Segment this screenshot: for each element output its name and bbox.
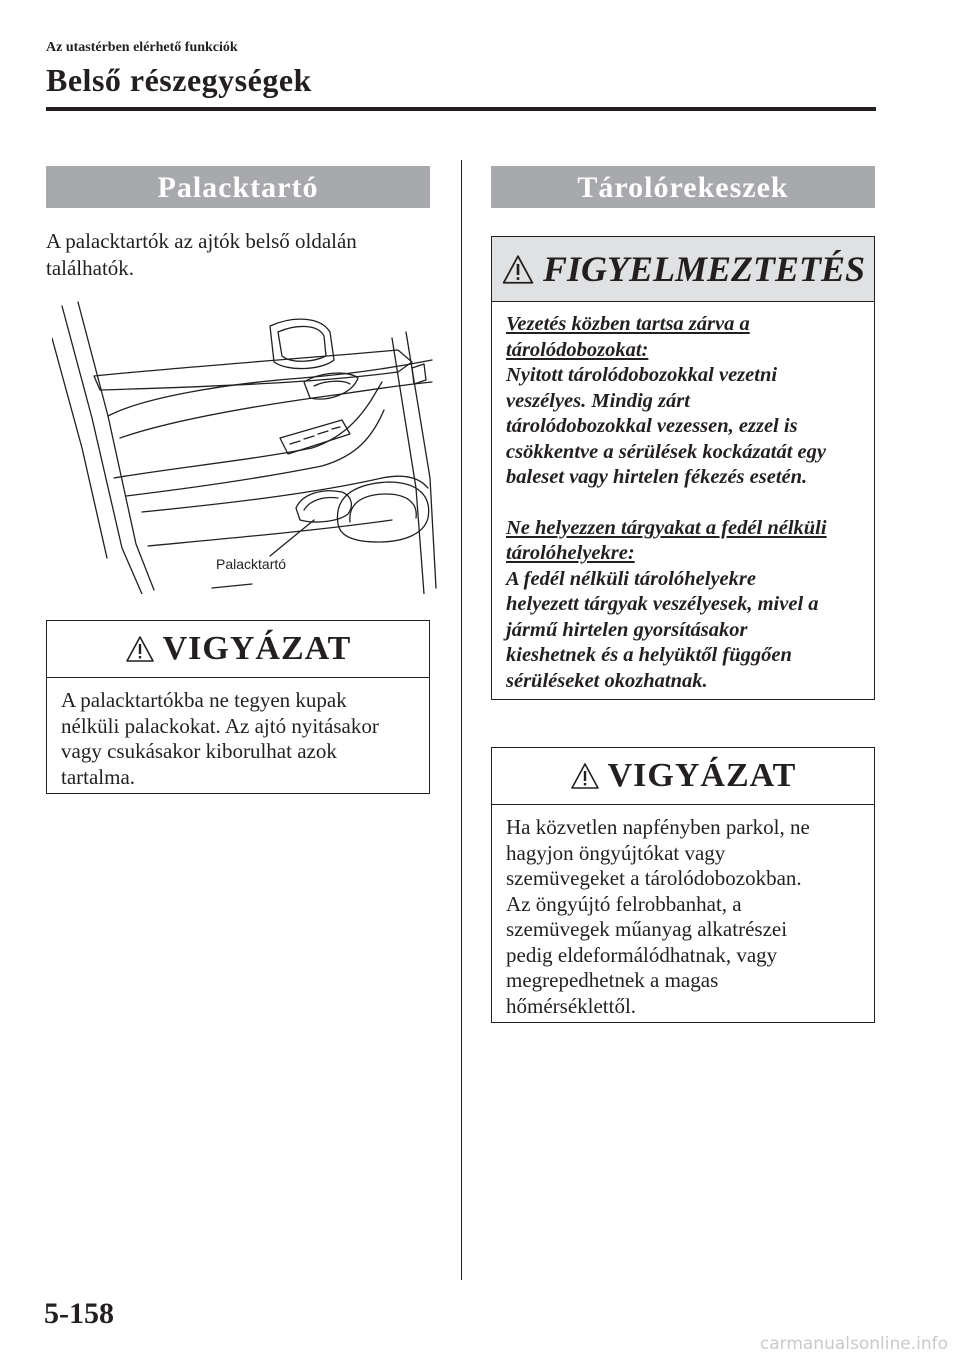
warning-subheading: Vezetés közben tartsa zárva a <box>506 313 750 335</box>
door-panel-line <box>148 520 392 546</box>
warning-subheading: Ne helyezzen tárgyakat a fedél nélküli <box>506 516 827 539</box>
caution-title: VIGYÁZAT <box>607 757 797 794</box>
bottle-holder-shape <box>296 491 351 522</box>
door-bottle-holder-illustration <box>52 298 438 594</box>
caution-line: pedig eldeformálódhatnak, vagy <box>506 942 778 967</box>
warning-line: csökkentve a sérülések kockázatát egy <box>506 440 826 463</box>
warning-line: jármű hirtelen gyorsításakor <box>506 618 748 641</box>
bottle-holder-shape <box>304 498 338 511</box>
window-switch-panel <box>280 420 350 454</box>
intro-line: A palacktartók az ajtók belső oldalán <box>46 229 357 253</box>
warning-line: helyezett tárgyak veszélyesek, mivel a <box>506 593 819 615</box>
upper-trim <box>94 350 412 390</box>
intro-line: találhatók. <box>46 256 135 280</box>
paragraph-gap <box>506 491 860 516</box>
warning-subheading: tárolódobozokat: <box>506 338 649 361</box>
warning-header <box>492 237 874 302</box>
door-sill-line <box>212 584 252 588</box>
caution-line: Az öngyújtó felrobbanhat, a <box>506 891 742 916</box>
warning-line: Nyitott tárolódobozokkal vezetni <box>506 364 778 386</box>
speaker-pocket <box>350 494 416 522</box>
warning-triangle-icon <box>125 635 155 663</box>
warning-text <box>492 302 874 694</box>
door-handle <box>314 381 350 386</box>
figure-label-bottle-holder: Palacktartó <box>216 556 287 572</box>
warning-subheading: tárolóhelyekre: <box>506 542 635 564</box>
callout-leader-line <box>270 520 314 556</box>
caution-line: szemüvegek műanyag alkatrészei <box>506 917 788 941</box>
caution-line: hőmérséklettől. <box>506 993 637 1018</box>
caution-line: vagy csukásakor kiborulhat azok <box>61 739 337 763</box>
intro-text <box>46 228 430 282</box>
door-edge-line <box>392 338 424 594</box>
header-divider <box>46 107 876 111</box>
caution-text <box>47 678 429 790</box>
warning-title: FIGYELMEZTETÉS <box>542 249 866 289</box>
warning-box-storage <box>491 236 875 700</box>
caution-line: nélküli palackokat. Az ajtó nyitásakor <box>61 713 379 738</box>
caution-box-bottle-holder <box>46 620 430 794</box>
caution-text <box>492 805 874 1019</box>
caution-header <box>47 621 429 678</box>
footer-watermark-url[interactable]: carmanualsonline.info <box>759 1334 948 1354</box>
armrest-line <box>126 410 384 496</box>
section-header-bottle-holder: Palacktartó <box>46 166 430 208</box>
warning-line: kieshetnek és a helyüktől függően <box>506 644 792 666</box>
door-frame-line <box>62 306 142 594</box>
warning-line: veszélyes. Mindig zárt <box>506 389 690 412</box>
warning-line: tárolódobozokkal vezessen, ezzel is <box>506 415 798 437</box>
armrest-line <box>114 382 382 478</box>
door-top-line <box>120 382 432 438</box>
door-frame-line <box>78 302 154 590</box>
warning-line: sérüléseket okozhatnak. <box>506 669 708 692</box>
caution-header <box>492 748 874 805</box>
caution-line: Ha közvetlen napfényben parkol, ne <box>506 815 810 839</box>
warning-line: baleset vagy hirtelen fékezés esetén. <box>506 466 808 488</box>
caution-line: A palacktartókba ne tegyen kupak <box>61 688 347 712</box>
caution-line: hagyjon öngyújtókat vagy <box>506 840 726 865</box>
section-header-storage: Tárolórekeszek <box>491 166 875 208</box>
page-number: 5-158 <box>44 1297 114 1330</box>
window-switches <box>290 427 340 444</box>
page-title: Belső részegységek <box>46 62 312 98</box>
caution-title: VIGYÁZAT <box>162 630 352 667</box>
caution-line: szemüvegeket a tárolódobozokban. <box>506 866 802 890</box>
door-latch <box>412 364 426 384</box>
warning-line: A fedél nélküli tárolóhelyekre <box>506 567 756 590</box>
warning-triangle-icon <box>501 254 535 285</box>
warning-triangle-icon <box>570 762 600 790</box>
caution-box-storage <box>491 747 875 1023</box>
column-divider <box>461 160 462 1280</box>
caution-line: megrepedhetnek a magas <box>506 968 719 992</box>
breadcrumb: Az utastérben elérhető funkciók <box>46 40 238 55</box>
caution-line: tartalma. <box>61 764 136 789</box>
